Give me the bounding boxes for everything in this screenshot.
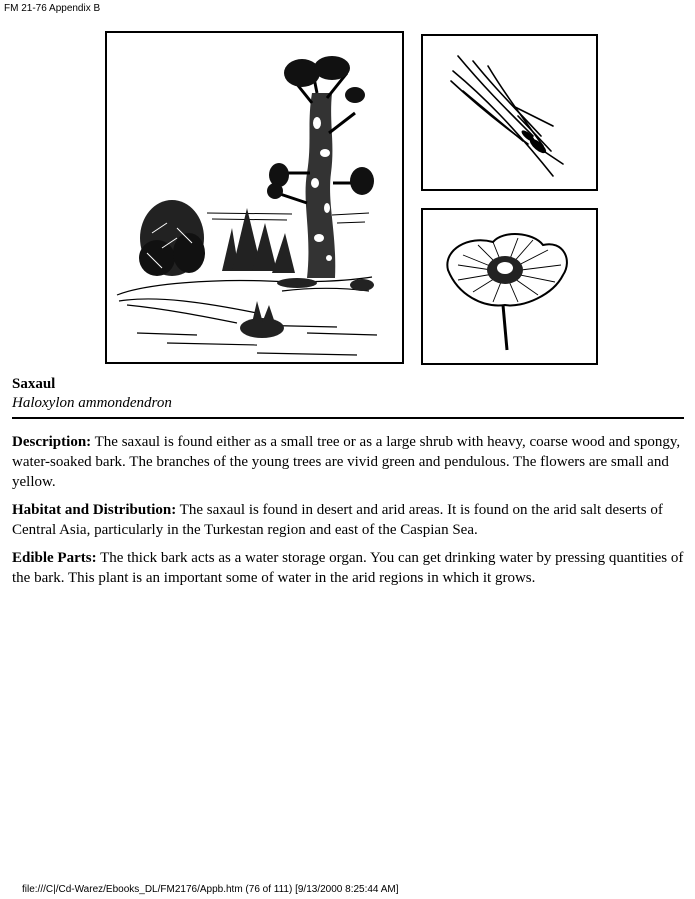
habitat-paragraph	[12, 500, 684, 540]
saxaul-flower-detail	[421, 208, 598, 365]
edible-parts-paragraph	[12, 548, 684, 588]
plant-name: Saxaul	[12, 376, 56, 392]
running-header: FM 21-76 Appendix B	[4, 3, 101, 14]
tree-drawing	[107, 33, 402, 362]
file-path-footer: file:///C|/Cd-Warez/Ebooks_DL/FM2176/Appb.htm (76 of 111) [9/13/2000 8:25:44 AM]	[22, 884, 399, 895]
description-paragraph	[12, 432, 684, 492]
plant-description	[12, 432, 684, 596]
description-text: The saxaul is found either as a small tree or as a large shrub with heavy, coarse wood and spongy, water-soaked bark. The branches of the young trees are vivid green and pendulous. The flowers are small and yellow.	[12, 434, 681, 490]
edible-parts-label: Edible Parts:	[12, 550, 97, 566]
saxaul-tree-illustration	[105, 31, 404, 364]
saxaul-branch-detail	[421, 34, 598, 191]
branch-drawing	[423, 36, 596, 189]
section-divider	[12, 417, 684, 419]
flower-drawing	[423, 210, 596, 363]
habitat-text: The saxaul is found in desert and arid areas. It is found on the arid salt deserts of Central Asia, particularly in the Turkestan region and east of the Caspian Sea.	[12, 502, 663, 538]
description-label: Description:	[12, 434, 92, 450]
plant-latin-name: Haloxylon ammondendron	[12, 395, 172, 411]
edible-parts-text: The thick bark acts as a water storage organ. You can get drinking water by pressing quantities of the bark. This plant is an important some of water in the arid regions in which it grows.	[12, 550, 684, 586]
habitat-label: Habitat and Distribution:	[12, 502, 177, 518]
